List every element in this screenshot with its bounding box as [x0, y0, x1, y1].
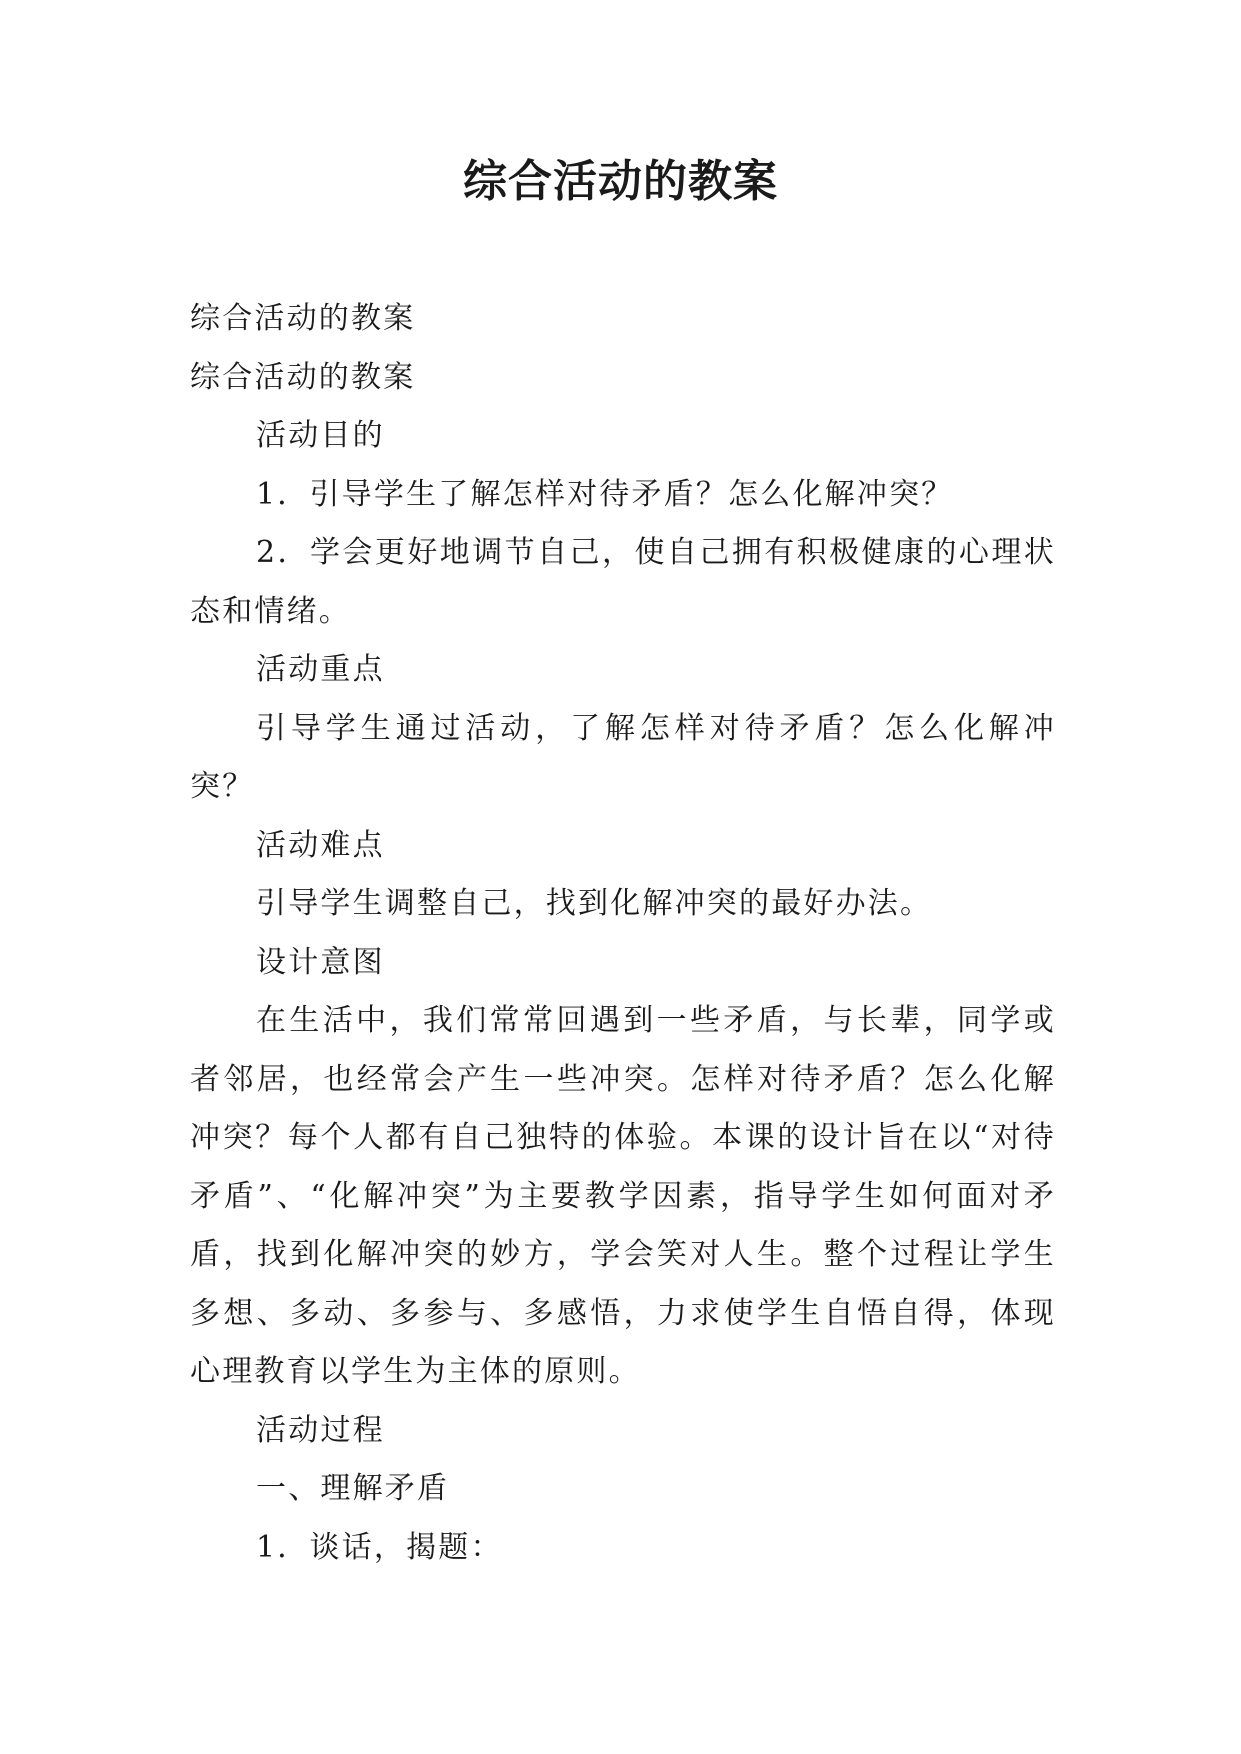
- paragraph: 综合活动的教案: [190, 359, 416, 395]
- paragraph: 引导学生通过活动，了解怎样对待矛盾？怎么化解冲突？: [190, 710, 1056, 804]
- paragraph: 1．谈话，揭题：: [256, 1529, 503, 1565]
- subsection-heading: 一、理解矛盾: [256, 1471, 450, 1506]
- document-title: 综合活动的教案: [463, 156, 778, 207]
- section-heading: 活动难点: [256, 827, 385, 863]
- paragraph: 引导学生调整自己，找到化解冲突的最好办法。: [256, 886, 933, 921]
- section-heading: 活动目的: [256, 418, 385, 453]
- section-heading: 活动过程: [256, 1412, 385, 1448]
- paragraph: 1．引导学生了解怎样对待矛盾？怎么化解冲突？: [256, 476, 954, 512]
- section-heading: 活动重点: [256, 652, 385, 687]
- section-heading: 设计意图: [256, 944, 385, 980]
- paragraph: 综合活动的教案: [190, 301, 416, 336]
- paragraph: 在生活中，我们常常回遇到一些矛盾，与长辈，同学或者邻居，也经常会产生一些冲突。怎样对待矛盾？怎么化解冲突？每个人都有自己独特的体验。本课的设计旨在以“对待矛盾”、“化解冲突”为主要教学因素，指导学生如何面对矛盾，找到化解冲突的妙方，学会笑对人生。整个过程让学生多想、多动、多参与、多感悟，力求使学生自悟自得，体现心理教育以学生为主体的原则。: [190, 1003, 1056, 1389]
- document-body: [190, 290, 1056, 1577]
- paragraph: 2．学会更好地调节自己，使自己拥有积极健康的心理状态和情绪。: [190, 535, 1056, 629]
